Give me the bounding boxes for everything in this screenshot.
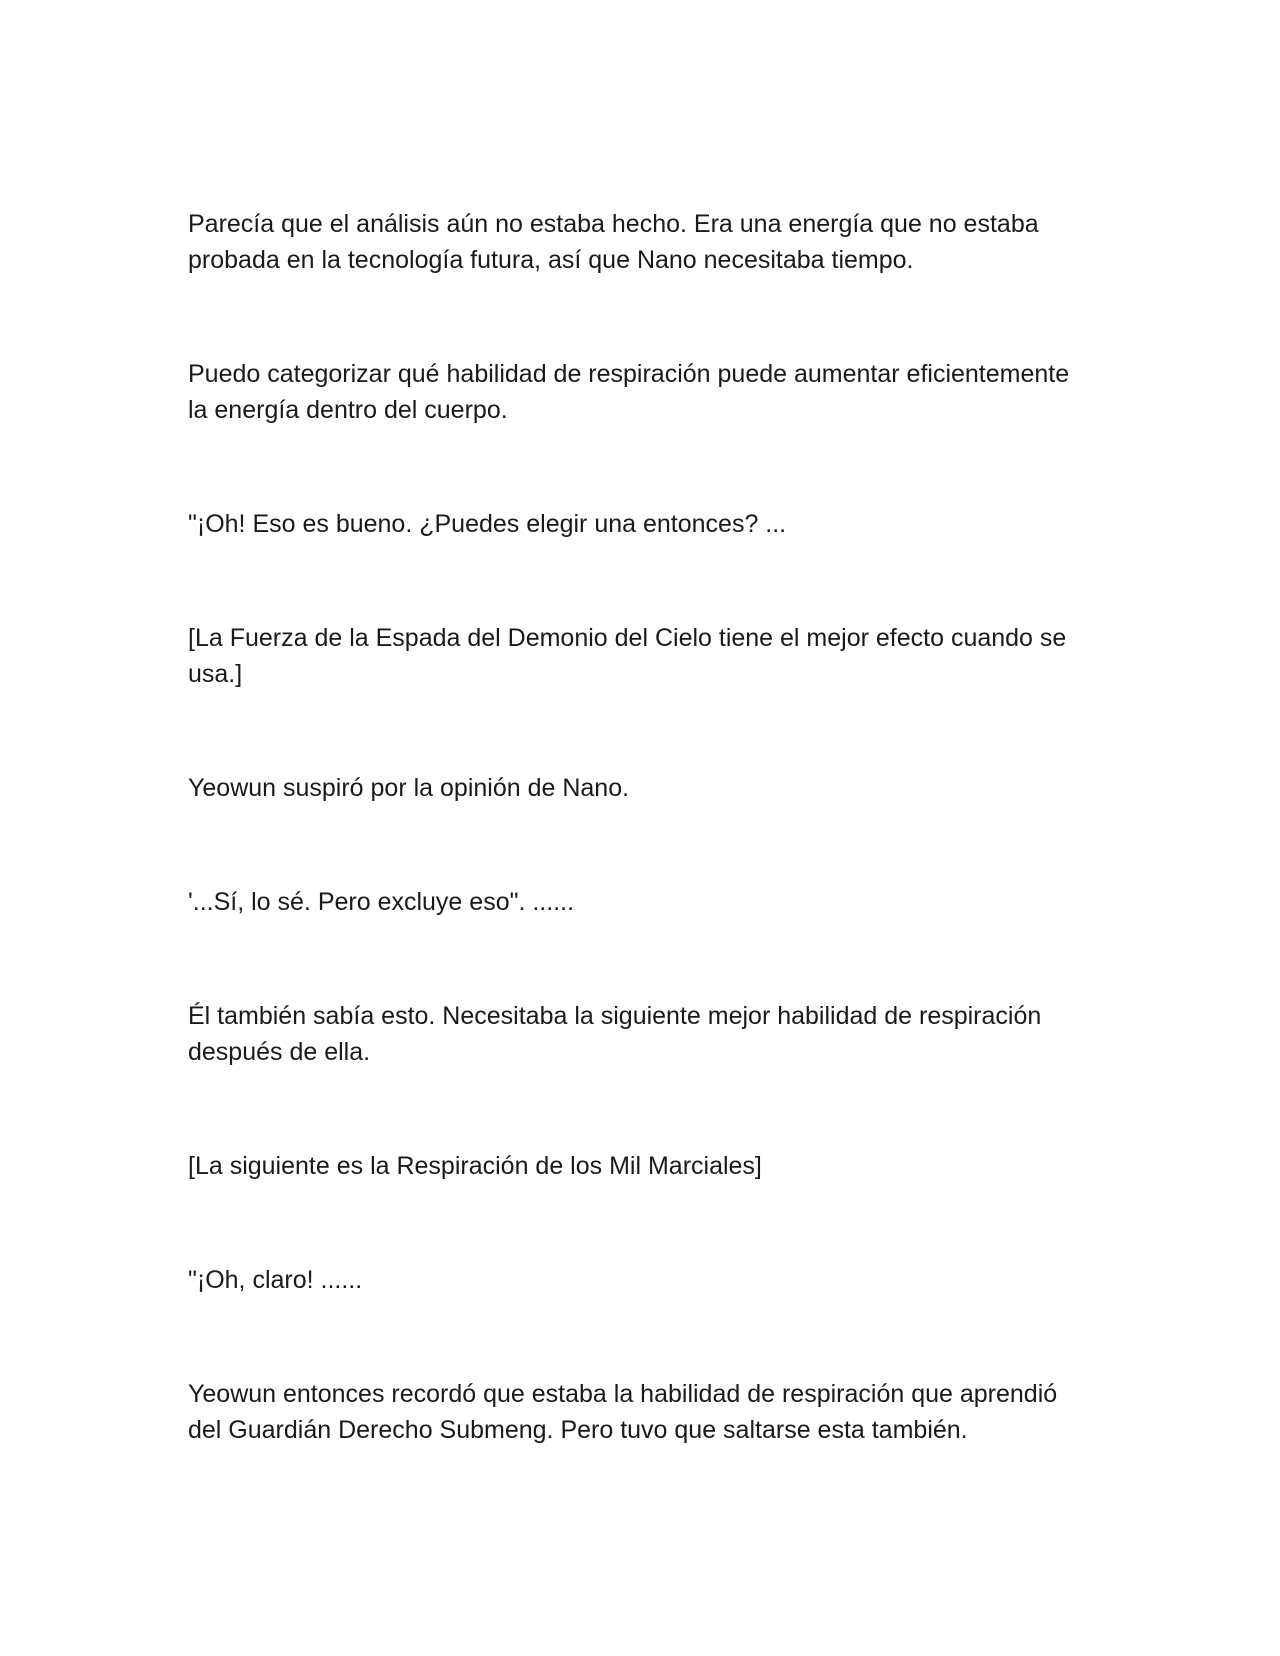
- paragraph-9: "¡Oh, claro! ......: [188, 1266, 363, 1294]
- paragraph-7: Él también sabía esto. Necesitaba la siguiente mejor habilidad de respiración después de ella.: [188, 1002, 1042, 1066]
- paragraph-gap: [188, 428, 1088, 506]
- paragraph-8: [La siguiente es la Respiración de los Mil Marciales]: [188, 1152, 762, 1180]
- paragraph-2: Puedo categorizar qué habilidad de respiración puede aumentar eficientemente la energía dentro del cuerpo.: [188, 360, 1070, 424]
- paragraph-6: '...Sí, lo sé. Pero excluye eso". ......: [188, 888, 575, 916]
- document-body: [188, 206, 1088, 1448]
- paragraph-gap: [188, 1184, 1088, 1262]
- paragraph-gap: [188, 692, 1088, 770]
- paragraph-gap: [188, 1298, 1088, 1376]
- paragraph-5: Yeowun suspiró por la opinión de Nano.: [188, 774, 630, 802]
- paragraph-4: [La Fuerza de la Espada del Demonio del Cielo tiene el mejor efecto cuando se usa.]: [188, 624, 1067, 688]
- paragraph-10: Yeowun entonces recordó que estaba la habilidad de respiración que aprendió del Guardián Derecho Submeng. Pero tuvo que saltarse esta también.: [188, 1380, 1058, 1444]
- paragraph-gap: [188, 542, 1088, 620]
- paragraph-gap: [188, 920, 1088, 998]
- paragraph-gap: [188, 1070, 1088, 1148]
- paragraph-gap: [188, 278, 1088, 356]
- paragraph-gap: [188, 806, 1088, 884]
- paragraph-3: "¡Oh! Eso es bueno. ¿Puedes elegir una entonces? ...: [188, 510, 787, 538]
- paragraph-1: Parecía que el análisis aún no estaba hecho. Era una energía que no estaba probada en la tecnología futura, así que Nano necesitaba tiempo.: [188, 210, 1039, 274]
